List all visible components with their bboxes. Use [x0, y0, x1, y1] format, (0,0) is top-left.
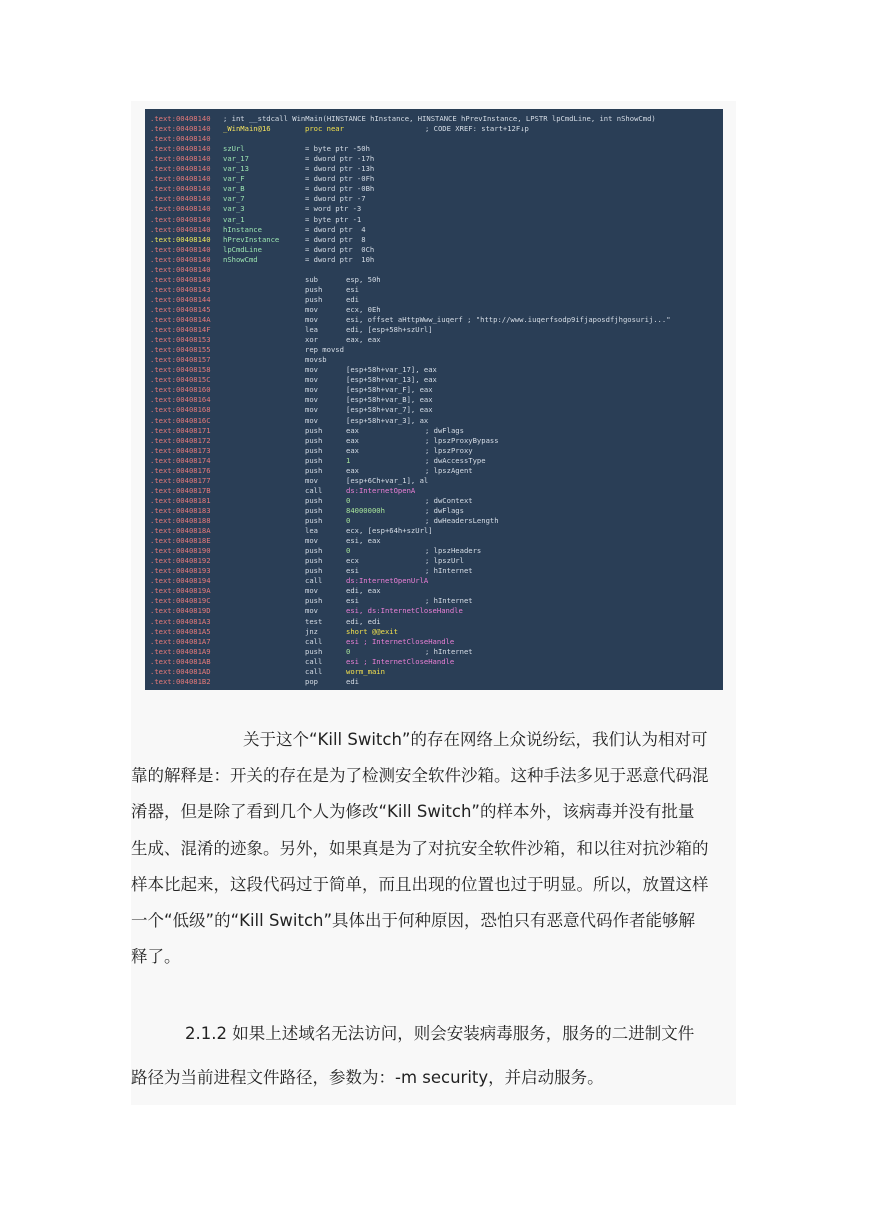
- code-label: lpCmdLine: [223, 244, 262, 254]
- code-line: [150, 435, 499, 446]
- code-operands: eax: [346, 445, 359, 455]
- code-instruction: push: [305, 556, 323, 566]
- code-line: [150, 586, 381, 596]
- code-label: hInstance: [223, 224, 262, 234]
- code-line: [150, 556, 464, 566]
- code-operands: 0: [346, 516, 351, 525]
- code-line: [150, 526, 433, 536]
- code-operands: [esp+58h+var_B], eax: [346, 395, 433, 405]
- code-instruction: mov: [305, 315, 318, 324]
- code-operands: esi: [346, 596, 359, 606]
- code-instruction: push: [305, 284, 323, 294]
- code-line: [150, 114, 656, 124]
- code-address: .text:00408140: [150, 164, 211, 174]
- code-address: .text:00408192: [150, 556, 211, 566]
- code-line: [150, 304, 381, 315]
- code-line: [150, 596, 473, 606]
- code-line: [150, 164, 375, 174]
- code-instruction: mov: [305, 586, 318, 596]
- code-instruction: push: [305, 455, 323, 465]
- code-instruction: mov: [305, 606, 318, 616]
- code-instruction: push: [305, 596, 323, 606]
- code-address: .text:00408168: [150, 405, 211, 415]
- code-line: [150, 676, 359, 687]
- code-instruction: = dword ptr -13h: [305, 164, 375, 174]
- code-address: .text:00408140: [150, 224, 211, 234]
- code-instruction: push: [305, 505, 323, 515]
- code-line: [150, 294, 359, 305]
- code-address: .text:0040814A: [150, 315, 211, 324]
- code-operands: 0: [346, 646, 351, 656]
- code-address: .text:0040814F: [150, 325, 211, 335]
- code-operands: [esp+58h+var_F], eax: [346, 385, 433, 395]
- code-address: .text:00408174: [150, 455, 211, 465]
- paragraph-line: 关于这个“Kill Switch”的存在网络上众说纷纭，我们认为相对可: [243, 730, 708, 749]
- code-operands: edi: [346, 294, 359, 304]
- code-label: var_F: [223, 174, 245, 184]
- code-instruction: = dword ptr 10h: [305, 254, 375, 264]
- code-label: var_7: [223, 194, 245, 204]
- code-comment: ; lpszAgent: [425, 465, 473, 475]
- code-operands: esi: [346, 284, 359, 294]
- code-line: [150, 475, 429, 486]
- code-address: .text:0040815C: [150, 375, 211, 385]
- code-address: .text:00408176: [150, 465, 211, 475]
- code-line: [150, 184, 375, 194]
- code-line: [150, 405, 433, 415]
- code-address: .text:00408173: [150, 445, 211, 455]
- code-instruction: = dword ptr 0Ch: [305, 244, 375, 254]
- code-address: .text:00408153: [150, 335, 211, 345]
- code-instruction: push: [305, 294, 323, 304]
- code-address: .text:004081A9: [150, 646, 211, 656]
- code-line: [150, 415, 429, 426]
- code-line: [150, 365, 437, 375]
- code-instruction: = dword ptr -7: [305, 194, 366, 204]
- code-instruction: call: [305, 656, 323, 666]
- code-label: var_1: [223, 214, 245, 224]
- code-line: [150, 134, 211, 144]
- code-address: .text:00408181: [150, 495, 211, 505]
- code-address: .text:00408140: [150, 234, 211, 244]
- code-instruction: mov: [305, 375, 318, 385]
- code-address: .text:00408140: [150, 204, 211, 214]
- code-address: .text:004081AB: [150, 656, 211, 666]
- code-operands: edi, eax: [346, 586, 381, 596]
- code-operands: esi, eax: [346, 536, 381, 546]
- code-instruction: push: [305, 425, 323, 435]
- code-line: [150, 495, 473, 506]
- code-comment: ; lpszProxy: [425, 445, 473, 455]
- code-line: [150, 536, 381, 546]
- code-operands: ds:InternetOpenUrlA: [346, 576, 429, 586]
- code-line: [150, 576, 429, 586]
- code-address: .text:0040819D: [150, 606, 211, 616]
- code-address: .text:00408160: [150, 385, 211, 395]
- code-address: .text:004081A3: [150, 616, 211, 626]
- code-comment: ; dwFlags: [425, 505, 464, 515]
- code-instruction: mov: [305, 415, 318, 425]
- code-comment: ; lpszUrl: [425, 556, 464, 566]
- code-instruction: pop: [305, 676, 318, 686]
- code-instruction: mov: [305, 365, 318, 375]
- code-line: [150, 395, 433, 405]
- paragraph-line: 释了。: [131, 947, 181, 967]
- code-operands: short @@exit: [346, 626, 398, 636]
- code-line: [150, 335, 381, 345]
- code-instruction: push: [305, 445, 323, 455]
- code-address: .text:00408140: [150, 154, 211, 164]
- code-instruction: call: [305, 666, 323, 676]
- code-operands: [esp+6Ch+var_1], al: [346, 475, 429, 485]
- code-instruction: test: [305, 616, 323, 626]
- code-line: [150, 505, 464, 516]
- code-label: var_3: [223, 204, 245, 214]
- code-comment: ; hInternet: [425, 596, 473, 606]
- code-line: [150, 546, 482, 556]
- code-line: [150, 244, 375, 255]
- code-address: .text:00408145: [150, 304, 211, 314]
- code-address: .text:00408140: [150, 144, 211, 154]
- code-address: .text:00408183: [150, 505, 211, 515]
- code-line: [150, 616, 381, 627]
- code-line: [150, 375, 437, 385]
- paragraph-line: 淆器，但是除了看到几个人为修改“Kill Switch”的样本外，该病毒并没有批量: [131, 802, 695, 822]
- code-operands: esp, 50h: [346, 274, 381, 284]
- code-instruction: push: [305, 465, 323, 475]
- code-address: .text:00408188: [150, 516, 211, 525]
- paragraph-line: 靠的解释是：开关的存在是为了检测安全软件沙箱。这种手法多见于恶意代码混: [131, 766, 709, 786]
- code-operands: esi: [346, 566, 359, 576]
- code-comment: ; lpszProxyBypass: [425, 435, 499, 445]
- code-address: .text:00408164: [150, 395, 211, 405]
- code-line: [150, 124, 529, 134]
- code-instruction: push: [305, 516, 323, 525]
- code-instruction: mov: [305, 536, 318, 546]
- code-address: .text:00408140: [150, 124, 211, 134]
- code-address: .text:00408144: [150, 294, 211, 304]
- code-instruction: call: [305, 485, 323, 495]
- code-address: .text:00408140: [150, 274, 211, 284]
- code-comment: ; dwFlags: [425, 425, 464, 435]
- code-address: .text:004081B2: [150, 676, 211, 686]
- code-instruction: mov: [305, 385, 318, 395]
- code-line: [150, 144, 370, 154]
- code-comment: ; lpszHeaders: [425, 546, 482, 556]
- code-operands: eax: [346, 465, 359, 475]
- code-operands: esi, ds:InternetCloseHandle: [346, 606, 463, 616]
- paragraph-line: 路径为当前进程文件路径，参数为：-m security，并启动服务。: [131, 1068, 604, 1087]
- code-instruction: movsb: [305, 355, 327, 365]
- code-address: .text:00408140: [150, 254, 211, 264]
- paragraph-line: 2.1.2 如果上述域名无法访问，则会安装病毒服务，服务的二进制文件: [185, 1024, 695, 1043]
- code-address: .text:0040819A: [150, 586, 211, 596]
- code-operands: eax: [346, 425, 359, 435]
- code-instruction: = dword ptr 4: [305, 224, 366, 234]
- code-address: .text:00408140: [150, 114, 211, 123]
- code-address: .text:0040818E: [150, 536, 211, 546]
- code-operands: [esp+58h+var_13], eax: [346, 375, 437, 385]
- code-comment: ; dwAccessType: [425, 455, 486, 465]
- code-label: _WinMain@16: [223, 124, 271, 134]
- code-instruction: call: [305, 576, 323, 586]
- code-instruction: call: [305, 636, 323, 646]
- code-line: [150, 566, 473, 576]
- code-line: [150, 656, 455, 667]
- code-line: [150, 214, 362, 225]
- code-instruction: push: [305, 566, 323, 576]
- code-line: [150, 274, 381, 285]
- code-label: hPrevInstance: [223, 234, 280, 244]
- code-instruction: lea: [305, 526, 318, 536]
- code-address: .text:00408190: [150, 546, 211, 556]
- code-comment: ; hInternet: [425, 566, 473, 576]
- code-address: .text:00408140: [150, 174, 211, 184]
- code-line: [150, 465, 473, 476]
- code-instruction: lea: [305, 325, 318, 335]
- code-address: .text:00408177: [150, 475, 211, 485]
- code-line: [150, 455, 486, 466]
- code-operands: ecx, 0Eh: [346, 304, 381, 314]
- paragraph-line: 生成、混淆的迹象。另外，如果真是为了对抗安全软件沙箱，和以往对抗沙箱的: [131, 838, 709, 858]
- code-line: [150, 646, 473, 657]
- code-address: .text:00408158: [150, 365, 211, 375]
- code-instruction: = word ptr -3: [305, 204, 362, 214]
- code-line: [150, 626, 398, 637]
- code-address: .text:00408171: [150, 425, 211, 435]
- code-line: [150, 445, 473, 456]
- code-address: .text:004081A5: [150, 626, 211, 636]
- code-operands: eax, eax: [346, 335, 381, 345]
- code-instruction: = byte ptr -1: [305, 214, 362, 224]
- code-address: .text:00408140: [150, 184, 211, 194]
- code-operands: 0: [346, 495, 351, 505]
- code-comment: ; CODE XREF: start+12F↓p: [425, 124, 529, 134]
- code-comment: ; dwContext: [425, 495, 473, 505]
- code-instruction: proc near: [305, 124, 344, 134]
- code-label: var_B: [223, 184, 245, 194]
- code-operands: esi ; InternetCloseHandle: [346, 636, 455, 646]
- code-instruction: mov: [305, 405, 318, 415]
- code-comment: ; dwHeadersLength: [425, 516, 499, 525]
- code-label: nShowCmd: [223, 254, 258, 264]
- code-operands: edi: [346, 676, 359, 686]
- code-line: [150, 385, 433, 395]
- code-signature: ; int __stdcall WinMain(HINSTANCE hInstance, HINSTANCE hPrevInstance, LPSTR lpCmdLine, int nShowCmd): [223, 114, 656, 123]
- paragraph-kill-switch: [131, 728, 736, 968]
- code-address: .text:0040819C: [150, 596, 211, 606]
- code-line: [150, 284, 359, 295]
- code-operands: worm_main: [346, 666, 385, 676]
- code-address: .text:00408140: [150, 214, 211, 224]
- code-instruction: = dword ptr -0Bh: [305, 184, 375, 194]
- paragraph-line: 一个“低级”的“Kill Switch”具体出于何种原因，恐怕只有恶意代码作者能够解: [131, 911, 696, 930]
- code-instruction: xor: [305, 335, 318, 345]
- code-operands: edi, [esp+58h+szUrl]: [346, 325, 433, 335]
- code-operands: 0: [346, 546, 351, 556]
- code-address: .text:0040818A: [150, 526, 211, 536]
- code-address: .text:00408140: [150, 264, 211, 274]
- code-line: [150, 174, 375, 184]
- code-instruction: push: [305, 646, 323, 656]
- code-address: .text:004081A7: [150, 636, 211, 646]
- code-operands: edi, edi: [346, 616, 381, 626]
- code-instruction: = byte ptr -50h: [305, 144, 370, 154]
- paragraph-section-2-1-2: [131, 1022, 736, 1092]
- code-label: var_13: [223, 164, 249, 174]
- code-operands: ecx, [esp+64h+szUrl]: [346, 526, 433, 536]
- code-line: [150, 254, 375, 265]
- code-line: [150, 516, 499, 526]
- code-address: .text:00408140: [150, 244, 211, 254]
- code-address: .text:00408140: [150, 194, 211, 204]
- paragraph-line: 样本比起来，这段代码过于简单，而且出现的位置也过于明显。所以，放置这样: [131, 874, 709, 894]
- code-instruction: mov: [305, 475, 318, 485]
- code-instruction: push: [305, 546, 323, 556]
- code-operands: 1: [346, 455, 351, 465]
- code-label: var_17: [223, 154, 249, 164]
- code-instruction: push: [305, 435, 323, 445]
- code-instruction: = dword ptr 8: [305, 234, 366, 244]
- code-instruction: mov: [305, 395, 318, 405]
- code-line: [150, 315, 671, 325]
- code-instruction: rep movsd: [305, 345, 344, 355]
- code-instruction: mov: [305, 304, 318, 314]
- code-line: [150, 265, 211, 275]
- code-line: [150, 234, 366, 245]
- code-address: .text:0040817B: [150, 485, 211, 495]
- code-operands: eax: [346, 435, 359, 445]
- code-instruction: jnz: [305, 626, 318, 636]
- code-address: .text:00408172: [150, 435, 211, 445]
- code-line: [150, 425, 464, 436]
- code-line: [150, 325, 433, 335]
- code-operands: 84000000h: [346, 505, 385, 515]
- code-line: [150, 345, 344, 355]
- code-operands: ds:InternetOpenA: [346, 485, 416, 495]
- code-line: [150, 666, 385, 677]
- code-instruction: = dword ptr -17h: [305, 154, 375, 164]
- code-line: [150, 355, 327, 365]
- code-address: .text:0040816C: [150, 415, 211, 425]
- code-line: [150, 224, 366, 235]
- code-comment: ; hInternet: [425, 646, 473, 656]
- code-address: .text:00408155: [150, 345, 211, 355]
- code-address: .text:00408193: [150, 566, 211, 576]
- code-line: [150, 636, 455, 647]
- code-operands: ecx: [346, 556, 359, 566]
- code-operands: [esp+58h+var_17], eax: [346, 365, 437, 375]
- code-instruction: push: [305, 495, 323, 505]
- code-line: [150, 606, 463, 616]
- code-operands: [esp+58h+var_7], eax: [346, 405, 433, 415]
- code-instruction: sub: [305, 274, 318, 284]
- code-address: .text:00408157: [150, 355, 211, 365]
- code-address: .text:00408143: [150, 284, 211, 294]
- code-line: [150, 485, 416, 496]
- disassembly-screenshot: [145, 109, 723, 690]
- code-line: [150, 154, 375, 164]
- code-address: .text:00408194: [150, 576, 211, 586]
- code-address: .text:004081AD: [150, 666, 211, 676]
- code-line: [150, 204, 362, 214]
- code-operands: esi ; InternetCloseHandle: [346, 656, 455, 666]
- code-operands: esi, offset aHttpWww_iuqerf ; "http://www.iuqerfsodp9ifjaposdfjhgosurij...": [346, 315, 671, 324]
- code-operands: [esp+58h+var_3], ax: [346, 415, 429, 425]
- code-label: szUrl: [223, 144, 245, 154]
- code-line: [150, 194, 366, 204]
- code-instruction: = dword ptr -0Fh: [305, 174, 375, 184]
- code-address: .text:00408140: [150, 134, 211, 144]
